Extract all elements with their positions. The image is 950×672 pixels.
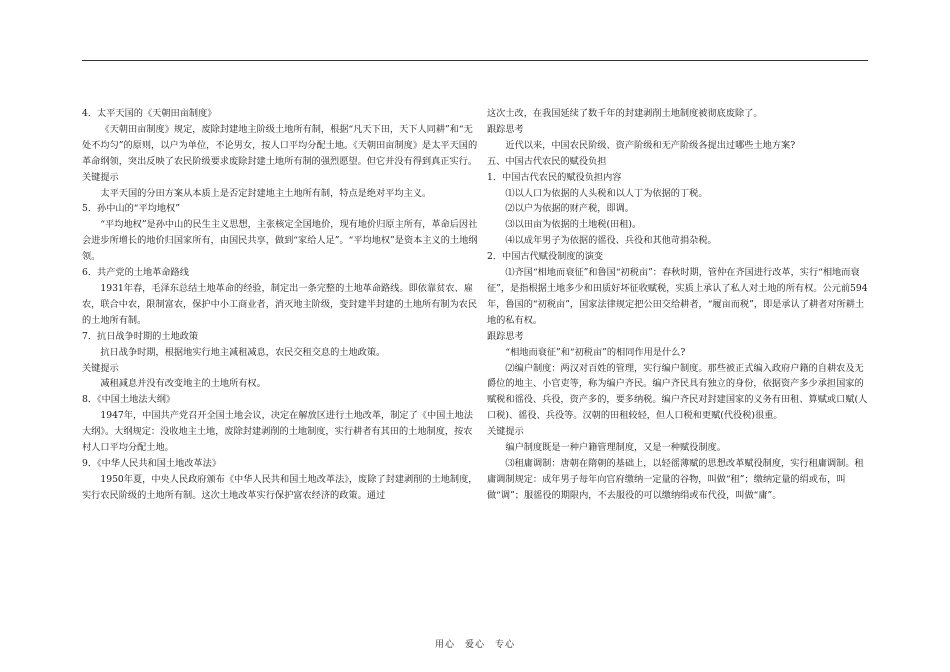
paragraph: 减租减息并没有改变地主的土地所有权。 xyxy=(100,378,266,390)
paragraph: ⑶租庸调制：唐朝在隋朝的基础上，以轻徭薄赋的思想改革赋役制度，实行租庸调制。租庸调制规定：成年男子每年向官府缴纳一定量的谷物，叫做“租”；缴纳定量的绢或布，叫做“调”；服徭役的期限内，不去服役的可以缴纳绢或布代役，叫做“庸”。 xyxy=(487,457,864,501)
paragraph: 1931年春，毛泽东总结土地革命的经验，制定出一条完整的土地革命路线。即依靠贫农、雇农，联合中农，限制富农，保护中小工商业者，消灭地主阶级，变封建半封建的土地所有制为农民的土地所有制。 xyxy=(82,282,478,326)
page-footer: 用心 爱心 专心 xyxy=(434,640,515,650)
paragraph: 1950年夏，中央人民政府颁布《中华人民共和国土地改革法》，废除了封建剥削的土地制度，实行农民阶级的土地所有制。这次土地改革实行保护富农经济的政策。通过 xyxy=(82,473,478,501)
paragraph: 关键提示 xyxy=(487,426,524,438)
paragraph: 跟踪思考 xyxy=(487,123,524,135)
paragraph: “平均地权”是孙中山的民生主义思想，主张核定全国地价，现有地价归原主所有，革命后因社会进步所增长的地价归国家所有，由国民共享，做到“家给人足”。“平均地权”是资本主义的土地纲领。 xyxy=(82,219,478,263)
paragraph: 跟踪思考 xyxy=(487,330,524,342)
header-rule xyxy=(82,60,868,61)
paragraph: 9．《中华人民共和国土地改革法》 xyxy=(82,457,222,469)
paragraph: ⑴以人口为依据的人头税和以人丁为依据的丁税。 xyxy=(505,187,708,199)
paragraph: 抗日战争时期，根据地实行地主减租减息，农民交租交息的土地政策。 xyxy=(100,346,386,358)
paragraph: 这次土改，在我国延续了数千年的封建剥削土地制度被彻底废除了。 xyxy=(487,108,763,119)
paragraph: ⑴齐国“相地而衰征”和鲁国“初税亩”：春秋时期，管仲在齐国进行改革，实行“相地而衰征”，是指根据土地多少和田质好坏征收赋税，实质上承认了私人对土地的所有权。公元前594年，鲁国的“初税亩”，国家法律规定把公田交给耕者，“履亩而税”，即是承认了耕者对所耕土地的私有权。 xyxy=(487,267,868,326)
paragraph: 6．共产党的土地革命路线 xyxy=(82,267,189,279)
paragraph: “相地而衰征”和“初税亩”的相同作用是什么? xyxy=(505,346,686,358)
paragraph: ⑶以田亩为依据的土地税(田租)。 xyxy=(505,219,642,231)
paragraph: 4．太平天国的《天朝田亩制度》 xyxy=(82,108,217,119)
paragraph: ⑷以成年男子为依据的徭役、兵役和其他苛捐杂税。 xyxy=(505,235,717,247)
paragraph: 近代以来，中国农民阶级、资产阶级和无产阶级各提出过哪些土地方案? xyxy=(505,139,796,151)
paragraph: ⑵以户为依据的财产税，即调。 xyxy=(505,203,635,215)
paragraph: 五、中国古代农民的赋役负担 xyxy=(487,155,607,167)
paragraph: 1947年，中国共产党召开全国土地会议，决定在解放区进行土地改革，制定了《中国土地法大纲》。大纲规定：没收地主土地，废除封建剥削的土地制度，实行耕者有其田的土地制度，按农村人口平均分配土地。 xyxy=(82,410,473,454)
paragraph: 《天朝田亩制度》规定，废除封建地主阶级土地所有制，根据“凡天下田，天下人同耕”和“无处不均匀”的原则，以户为单位，不论男女，按人口平均分配土地。《天朝田亩制度》是太平天国的革命纲领，突出反映了农民阶级要求废除封建土地所有制的强烈愿望。但它并没有得到真正实行。 xyxy=(82,123,478,167)
paragraph: 2．中国古代赋役制度的演变 xyxy=(487,251,604,263)
paragraph: 太平天国的分田方案从本质上是否定封建地主土地所有制，特点是绝对平均主义。 xyxy=(100,187,432,199)
paragraph: 编户制度既是一种户籍管理制度，又是一种赋役制度。 xyxy=(505,442,726,454)
paragraph: 1．中国古代农民的赋役负担内容 xyxy=(487,171,622,183)
paragraph: 8．《中国土地法大纲》 xyxy=(82,394,176,406)
paragraph: 关键提示 xyxy=(82,171,119,183)
paragraph: 5．孙中山的“平均地权” xyxy=(82,203,180,215)
paragraph: ⑵编户制度：两汉对百姓的管理，实行编户制度。那些被正式编入政府户籍的自耕农及无爵位的地主、小官吏等，称为编户齐民。编户齐民具有独立的身份，依据资产多少承担国家的赋税和徭役、兵役，资产多的，要多纳税。编户齐民对封建国家的义务有田租、算赋或口赋(人口税)、徭役、兵役等。汉朝的田租较轻，但人口税和更赋(代役税)很重。 xyxy=(487,362,868,422)
paragraph: 7．抗日战争时期的土地政策 xyxy=(82,330,199,342)
paragraph: 关键提示 xyxy=(82,362,119,374)
left-column xyxy=(82,106,480,504)
right-column xyxy=(487,106,871,504)
